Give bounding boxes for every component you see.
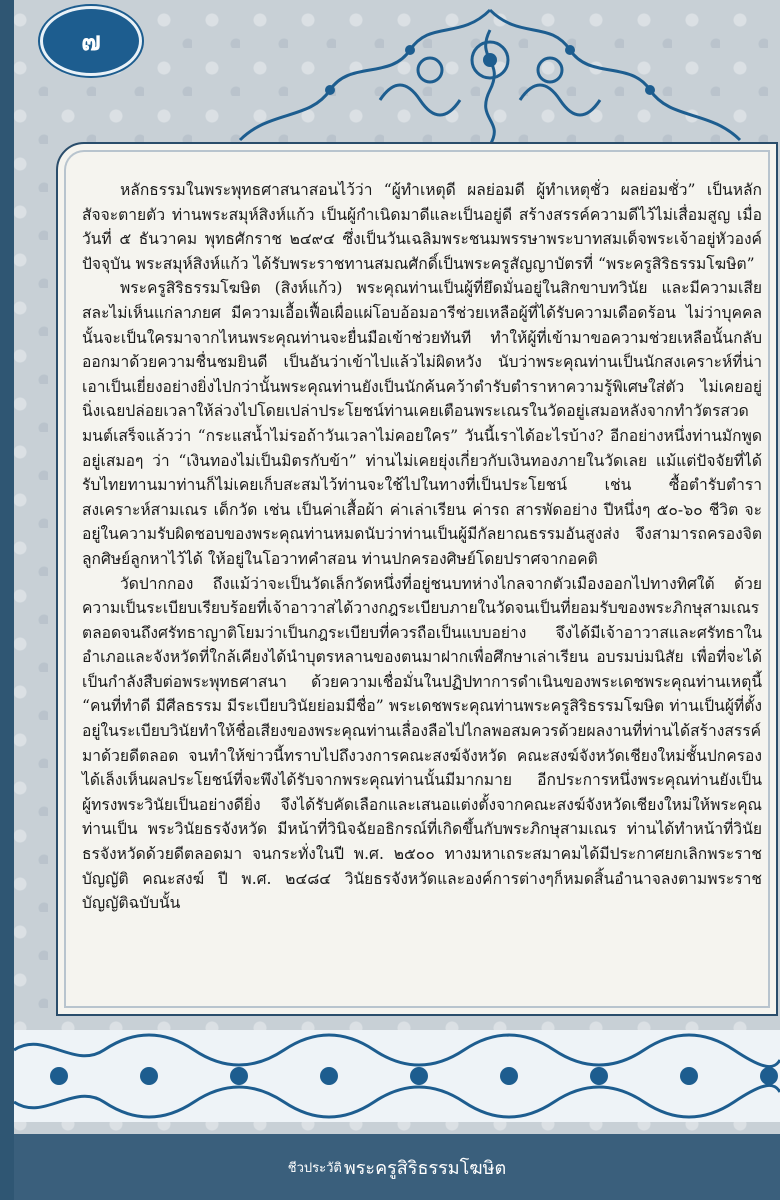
body-text [82, 178, 762, 916]
paragraph-3: วัดปากกอง ถึงแม้ว่าจะเป็นวัดเล็กวัดหนึ่งที่อยู่ชนบทห่างไกลจากตัวเมืองออกไปทางทิศใต้ ด้วยความเป็นระเบียบเรียบร้อยที่เจ้าอาวาสได้วางกฎระเบียบภายในวัดจนเป็นที่ยอมรับของพระภิกษุสามเณร ตลอดจนถึงศรัทธาญาติโยมว่าเป็นกฎระเบียบที่ควรถือเป็นแบบอย่าง จึงได้มีเจ้าอาวาสและศรัทธาในอำเภอและจังหวัดที่ใกล้เคียงได้นำบุตรหลานของตนมาฝากเพื่อศึกษาเล่าเรียน อบรมบ่มนิสัย เพื่อที่จะได้เป็นกำลังสืบต่อพระพุทธศาสนา ด้วยความเชื่อมั่นในปฏิปทาการดำเนินของพระเดชพระคุณท่านเหตุนี้ “คนที่ทำดี มีศีลธรรม มีระเบียบวินัยย่อมมีชื่อ” พระเดชพระคุณท่านพระครูสิริธรรมโฆษิต ท่านเป็นผู้ที่ตั้งอยู่ในระเบียบวินัยทำให้ชื่อเสียงของพระคุณท่านเลื่องลือไปไกลพอสมควรด้วยผลงานที่ท่านได้สร้างสรรค์มาด้วยดีตลอด จนทำให้ข่าวนี้ทราบไปถึงวงการคณะสงฆ์จังหวัด คณะสงฆ์จังหวัดเชียงใหม่ชั้นปกครองได้เล็งเห็นผลประโยชน์ที่จะพึงได้รับจากพระคุณท่านนั้นมีมากมาย อีกประการหนึ่งพระคุณท่านยังเป็นผู้ทรงพระวินัยเป็นอย่างดียิ่ง จึงได้รับคัดเลือกและเสนอแต่งตั้งจากคณะสงฆ์จังหวัดเชียงใหม่ให้พระคุณท่านเป็น พระวินัยธรจังหวัด มีหน้าที่วินิจฉัยอธิกรณ์ที่เกิดขึ้นกับพระภิกษุสามเณร ท่านได้ทำหน้าที่วินัยธรจังหวัดด้วยดีตลอดมา จนกระทั่งในปี พ.ศ. ๒๕๐๐ ทางมหาเถระสมาคมได้มีประกาศยกเลิกพระราชบัญญัติ คณะสงฆ์ ปี พ.ศ. ๒๔๘๔ วินัยธรจังหวัดและองค์การต่างๆก็หมดสิ้นอำนาจลงตามพระราชบัญญัติฉบับนั้น [82, 574, 762, 913]
footer-bar [14, 1134, 780, 1200]
floral-ornament-icon [230, 0, 750, 150]
left-binding-strip [0, 0, 14, 1200]
paragraph-1: หลักธรรมในพระพุทธศาสนาสอนไว้ว่า “ผู้ทำเหตุดี ผลย่อมดี ผู้ทำเหตุชั่ว ผลย่อมชั่ว” เป็นหลักสัจจะตายตัว ท่านพระสมุห์สิงห์แก้ว เป็นผู้กำเนิดมาดีและเป็นอยู่ดี สร้างสรรค์ความดีไว้ไม่เสื่อมสูญ เมื่อวันที่ ๕ ธันวาคม พุทธศักราช ๒๔๙๔ ซึ่งเป็นวันเฉลิมพระชนมพรรษาพระบาทสมเด็จพระเจ้าอยู่หัวองค์ปัจจุบัน พระสมุห์สิงห์แก้ว ได้รับพระราชทานสมณศักดิ์เป็นพระครูสัญญาบัตรที่ “พระครูสิริธรรมโฆษิต” [82, 181, 762, 273]
footer-prefix: ชีวประวัติ [287, 1160, 342, 1176]
page-number: ๗ [81, 26, 101, 57]
border-pattern-icon [14, 1030, 780, 1122]
footer-title: พระครูสิริธรรมโฆษิต [343, 1157, 507, 1179]
paragraph-2: พระครูสิริธรรมโฆษิต (สิงห์แก้ว) พระคุณท่านเป็นผู้ที่ยึดมั่นอยู่ในสิกขาบทวินัย และมีความเสียสละไม่เห็นแก่ลาภยศ มีความเอื้อเฟื้อเผื่อแผ่โอบอ้อมอารีช่วยเหลือผู้ที่ได้รับความเดือดร้อน ไม่ว่าบุคคลนั้นจะเป็นใครมาจากไหนพระคุณท่านจะยื่นมือเข้าช่วยทันที ทำให้ผู้ที่เข้ามาขอความช่วยเหลือนั้นกลับออกมาด้วยความชื่นชมยินดี เป็นอันว่าเข้าไปแล้วไม่ผิดหวัง นับว่าพระคุณท่านเป็นนักสงเคราะห์ที่น่าเอาเป็นเยี่ยงอย่างยิ่งไปกว่านั้นพระคุณท่านยังเป็นนักค้นคว้าตำรับตำราหาความรู้พิเศษใส่ตัว ไม่เคยอยู่นิ่งเฉยปล่อยเวลาให้ล่วงไปโดยเปล่าประโยชน์ท่านเคยเตือนพระเณรในวัดอยู่เสมอหลังจากทำวัตรสวดมนต์เสร็จแล้วว่า “กระแสน้ำไม่รอถ้าวันเวลาไม่คอยใคร” วันนี้เราได้อะไรบ้าง? อีกอย่างหนึ่งท่านมักพูดอยู่เสมอๆ ว่า “เงินทองไม่เป็นมิตรกับข้า” ท่านไม่เคยยุ่งเกี่ยวกับเงินทองภายในวัดเลย แม้แต่ปัจจัยที่ได้รับไทยทานมาท่านก็ไม่เคยเก็บสะสมไว้ท่านจะใช้ไปในทางที่เป็นประโยชน์ เช่น ซื้อตำรับตำรา สงเคราะห์สามเณร เด็กวัด เช่น เป็นค่าเสื้อผ้า ค่าเล่าเรียน ค่ารถ สารพัดอย่าง ปีหนึ่งๆ ๕๐-๖๐ ชีวิต จะอยู่ในความรับผิดชอบของพระคุณท่านหมดนับว่าท่านเป็นผู้มีกัลยาณธรรมอันสูงส่ง จึงสามารถครองจิตลูกศิษย์ลูกหาไว้ได้ ให้อยู่ในโอวาทคำสอน ท่านปกครองศิษย์โดยปราศจากอคติ [82, 279, 762, 568]
page-number-badge [40, 6, 142, 76]
